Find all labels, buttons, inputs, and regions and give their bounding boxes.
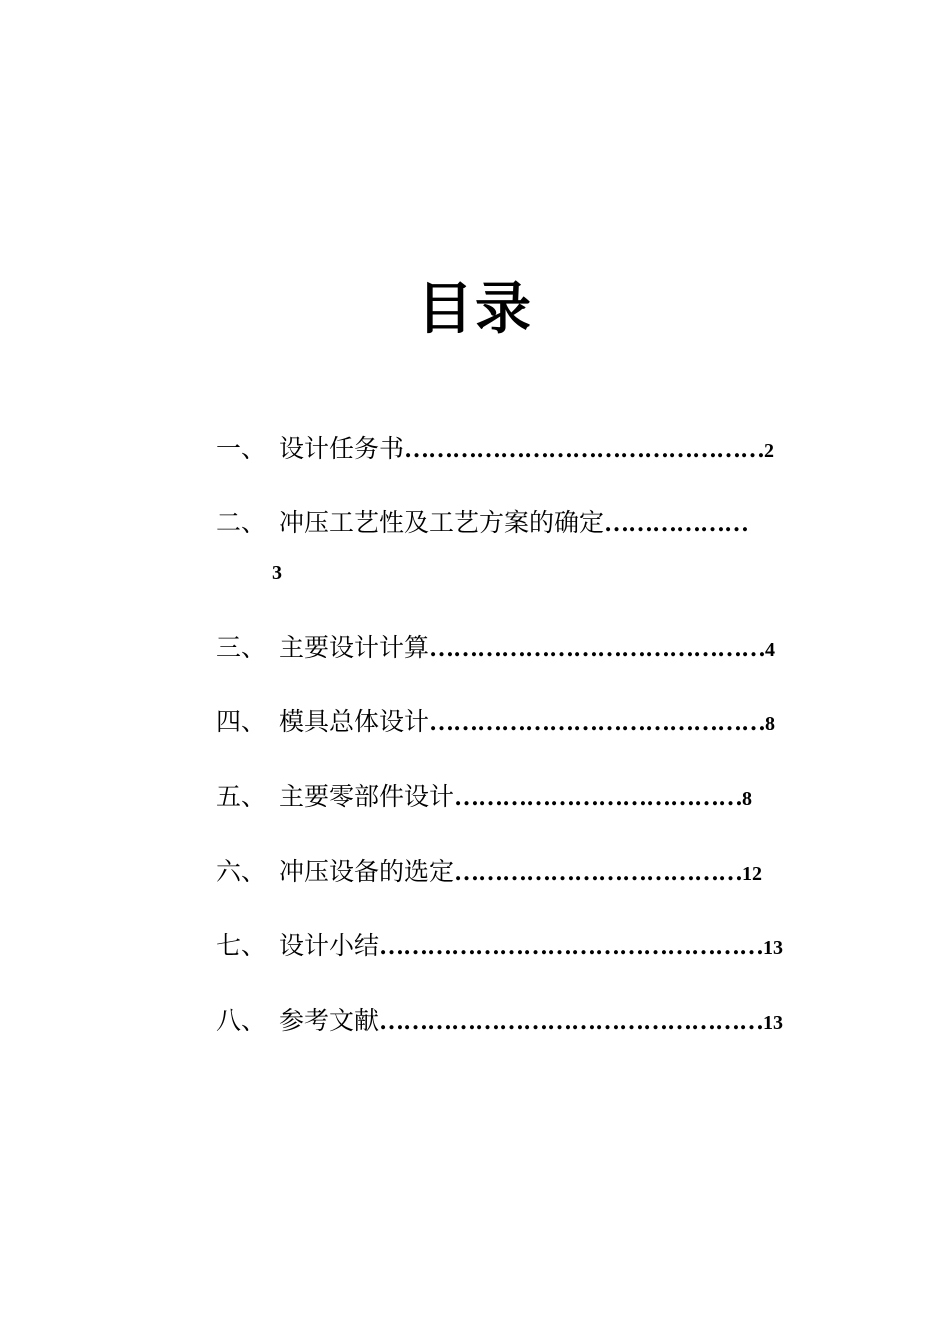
toc-entry-5[interactable]: [216, 777, 752, 819]
toc-title: 目录: [417, 277, 533, 342]
toc-leader-dots: ……………………………………: [429, 709, 766, 736]
toc-leader-dots: ……………………………………: [429, 635, 766, 662]
toc-entry-number: 一、: [216, 434, 267, 463]
toc-entry-4[interactable]: [216, 702, 775, 744]
toc-entry-text: 冲压设备的选定: [279, 857, 455, 886]
toc-page-number: 8: [742, 788, 753, 810]
toc-entry-text: 设计小结: [279, 931, 380, 960]
toc-page-number: 3: [272, 562, 282, 584]
toc-entry-number: 七、: [216, 931, 267, 960]
toc-entry-text: 设计任务书: [279, 434, 405, 463]
toc-entry-number: 八、: [216, 1006, 267, 1035]
toc-entry-7[interactable]: [216, 926, 783, 968]
toc-leader-dots: ………………: [604, 510, 749, 537]
toc-entry-number: 二、: [216, 508, 267, 537]
toc-leader-dots: ………………………………: [454, 784, 743, 811]
toc-entry-text: 参考文献: [279, 1006, 380, 1035]
toc-entry-number: 四、: [216, 707, 267, 736]
toc-leader-dots: ………………………………: [454, 859, 743, 886]
toc-entry-2[interactable]: [216, 503, 748, 544]
toc-entry-number: 五、: [216, 782, 267, 811]
toc-page-number: 13: [763, 937, 784, 959]
toc-entry-number: 六、: [216, 857, 267, 886]
toc-leader-dots: …………………………………………: [379, 933, 764, 960]
toc-entry-1[interactable]: [216, 429, 774, 471]
toc-page-number: 8: [765, 713, 776, 735]
toc-page-number: 12: [742, 863, 763, 885]
toc-entry-text: 主要设计计算: [279, 633, 430, 662]
toc-entry-8[interactable]: [216, 1001, 783, 1043]
toc-leader-dots: …………………………………………: [379, 1008, 764, 1035]
toc-entry-3[interactable]: [216, 628, 775, 670]
toc-page-number: 13: [763, 1012, 784, 1034]
toc-entry-text: 模具总体设计: [279, 707, 430, 736]
toc-page-number: 4: [765, 639, 776, 661]
toc-page-number: 2: [764, 440, 775, 462]
toc-entry-text: 冲压工艺性及工艺方案的确定: [279, 508, 605, 537]
toc-entry-6[interactable]: [216, 852, 762, 894]
toc-entry-text: 主要零部件设计: [279, 782, 455, 811]
toc-leader-dots: ………………………………………: [404, 436, 765, 463]
toc-entry-number: 三、: [216, 633, 267, 662]
